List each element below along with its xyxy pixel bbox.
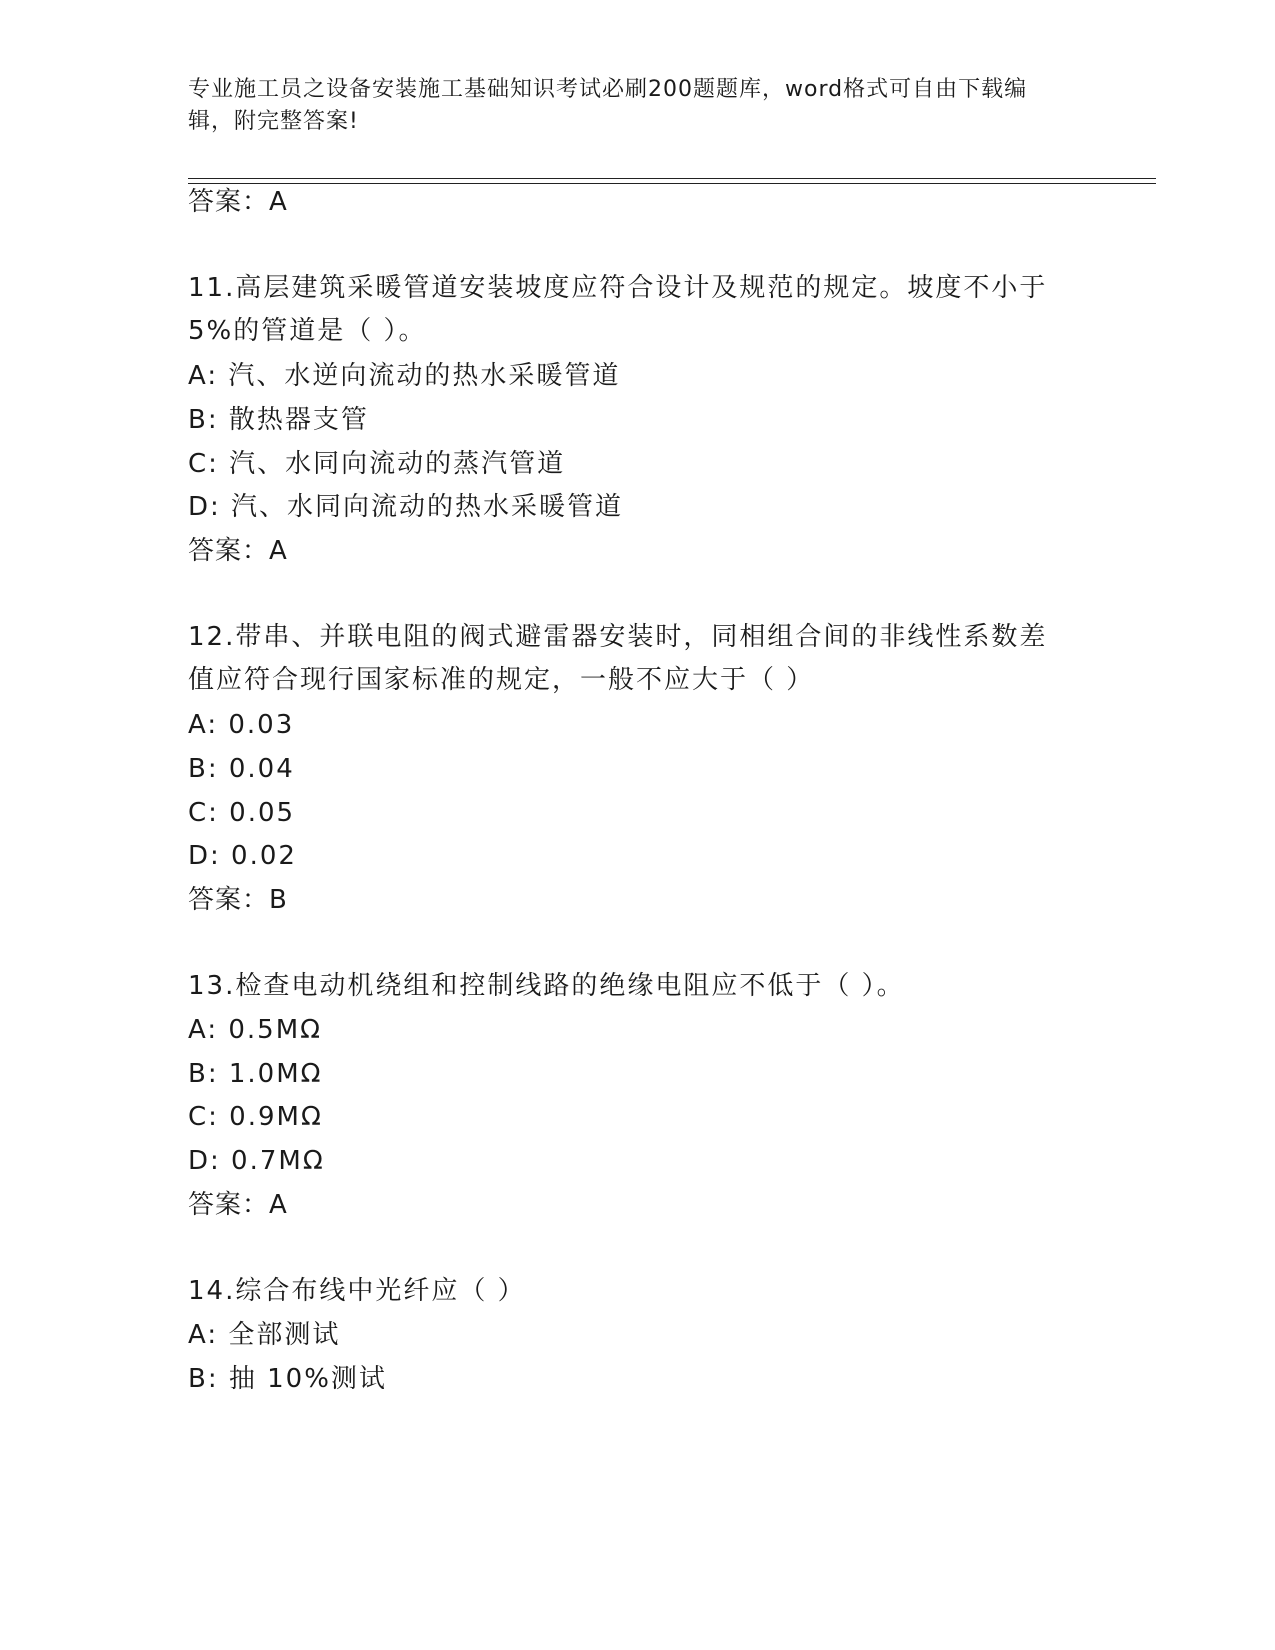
header-divider bbox=[188, 178, 1156, 179]
question-11-text-cont: 5%的管道是（ ）。 bbox=[188, 316, 427, 346]
option-d: D: 0.7MΩ bbox=[188, 1146, 325, 1176]
option-b: B: 抽 10%测试 bbox=[188, 1364, 387, 1394]
option-a: A: 0.5MΩ bbox=[188, 1015, 323, 1045]
question-14-text: 14.综合布线中光纤应（ ） bbox=[188, 1276, 526, 1306]
answer-text: 答案：A bbox=[188, 536, 288, 566]
answer-text: 答案：A bbox=[188, 187, 288, 217]
option-d: D: 0.02 bbox=[188, 841, 297, 871]
option-c: C: 汽、水同向流动的蒸汽管道 bbox=[188, 449, 566, 479]
question-12-text-cont: 值应符合现行国家标准的规定，一般不应大于（ ） bbox=[188, 665, 815, 695]
answer-text: 答案：B bbox=[188, 885, 288, 915]
question-11-text: 11.高层建筑采暖管道安装坡度应符合设计及规范的规定。坡度不小于 bbox=[188, 273, 1048, 303]
answer-text: 答案：A bbox=[188, 1190, 288, 1220]
option-a: A: 0.03 bbox=[188, 710, 295, 740]
option-c: C: 0.9MΩ bbox=[188, 1102, 323, 1132]
option-a: A: 全部测试 bbox=[188, 1320, 341, 1350]
option-c: C: 0.05 bbox=[188, 798, 296, 828]
option-b: B: 散热器支管 bbox=[188, 405, 369, 435]
question-13-text: 13.检查电动机绕组和控制线路的绝缘电阻应不低于（ ）。 bbox=[188, 971, 905, 1001]
question-12-text: 12.带串、并联电阻的阀式避雷器安装时，同相组合间的非线性系数差 bbox=[188, 622, 1048, 652]
option-d: D: 汽、水同向流动的热水采暖管道 bbox=[188, 492, 624, 522]
page-header: 专业施工员之设备安装施工基础知识考试必刷200题题库，word格式可自由下载编辑，附完整答案! bbox=[188, 77, 1028, 134]
option-b: B: 0.04 bbox=[188, 754, 295, 784]
option-b: B: 1.0MΩ bbox=[188, 1059, 323, 1089]
option-a: A: 汽、水逆向流动的热水采暖管道 bbox=[188, 361, 621, 391]
header-divider-second bbox=[188, 183, 1156, 184]
